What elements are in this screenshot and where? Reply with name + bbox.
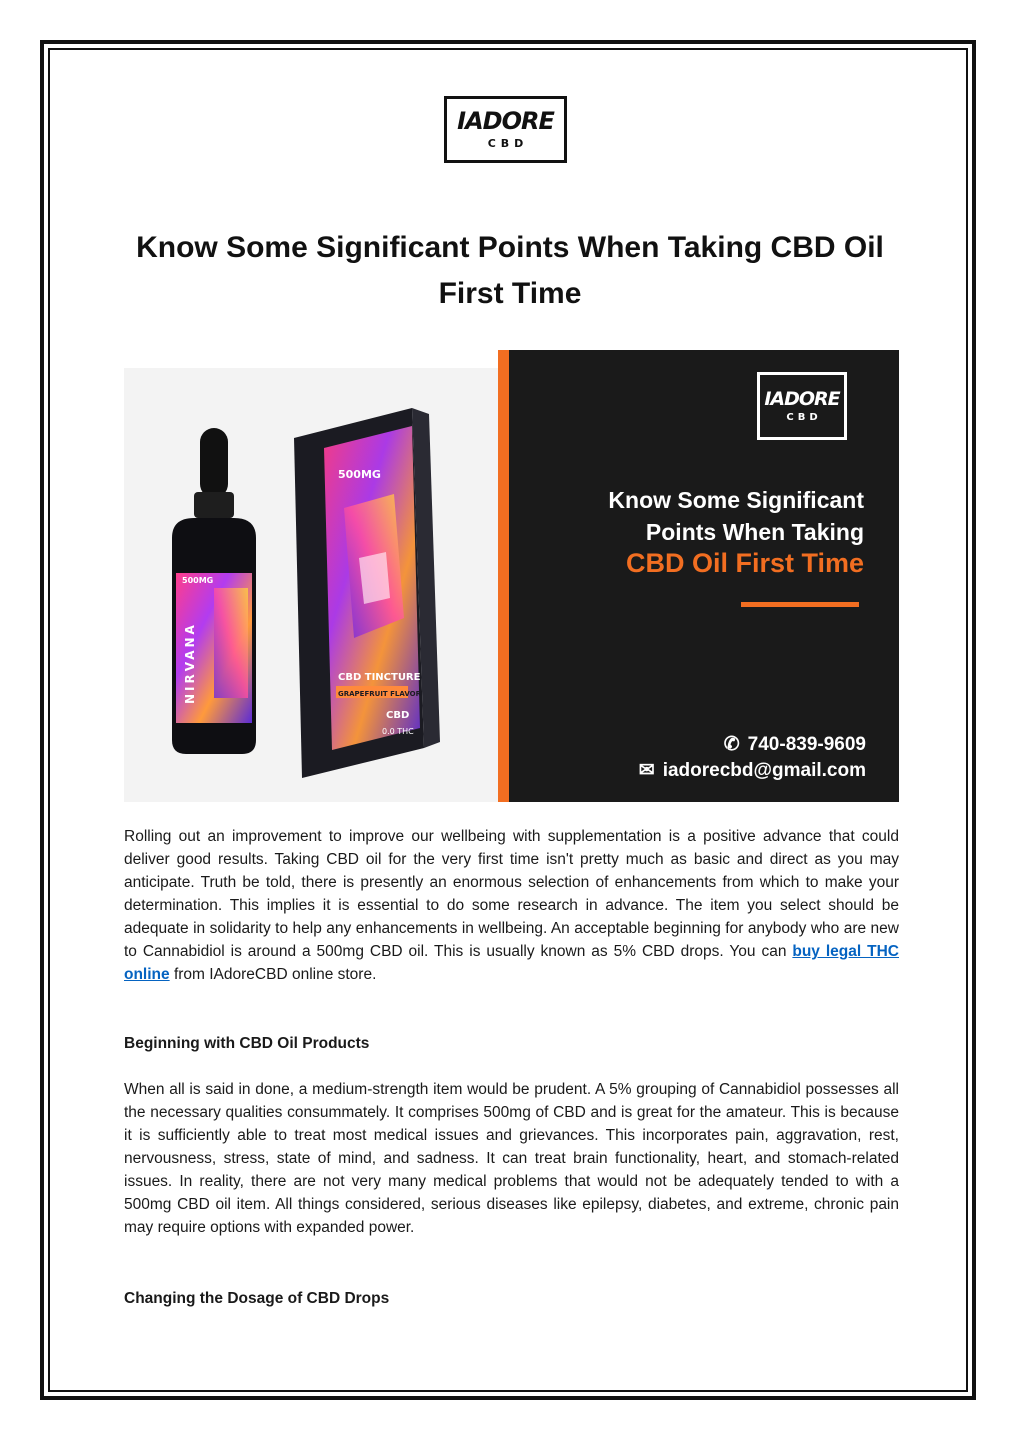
product-photo bbox=[124, 368, 498, 802]
logo-subtitle: CBD bbox=[487, 137, 529, 150]
box-flavor: GRAPEFRUIT FLAVOR bbox=[338, 690, 421, 698]
document-title: Know Some Significant Points When Taking CBD Oil First Time bbox=[136, 231, 884, 310]
banner-logo-subtitle: CBD bbox=[786, 412, 822, 423]
box-label: CBD TINCTURE bbox=[338, 672, 421, 683]
mail-icon: ✉ bbox=[638, 760, 655, 781]
section-heading-dosage: Changing the Dosage of CBD Drops bbox=[124, 1290, 390, 1307]
banner-logo bbox=[757, 372, 847, 440]
phone-number: 740-839-9609 bbox=[747, 734, 866, 755]
promo-banner bbox=[509, 350, 899, 802]
email-address: iadorecbd@gmail.com bbox=[662, 760, 866, 781]
bottle-brand: NIRVANA bbox=[183, 622, 197, 704]
buy-legal-thc-link[interactable]: buy legal THC online bbox=[124, 943, 899, 983]
iadore-cbd-logo bbox=[444, 96, 567, 163]
intro-paragraph bbox=[124, 825, 899, 986]
banner-logo-wordmark: IADORE bbox=[764, 388, 840, 410]
box-tag: CBD bbox=[386, 710, 410, 721]
accent-stripe bbox=[498, 350, 509, 802]
intro-text-end: from IAdoreCBD online store. bbox=[169, 966, 377, 983]
banner-headline: Know Some Significant Points When Taking bbox=[608, 487, 864, 545]
logo-wordmark: IADORE bbox=[457, 107, 554, 135]
cbd-tincture-product-illustration bbox=[124, 368, 498, 802]
box-strength: 500MG bbox=[338, 468, 381, 481]
banner-phone bbox=[546, 732, 866, 758]
box-thc: 0.0 THC bbox=[382, 727, 414, 736]
dropper-bulb bbox=[200, 428, 228, 498]
intro-text: Rolling out an improvement to improve our wellbeing with supplementation is a positive advance that could deliver good results. Taking CBD oil for the very first time isn't pretty much as basic and direct as you may anticipate. Truth be told, there is presently an enormous selection of enhancements from which to make your determination. This implies it is essential to do some research in advance. The item you select should be adequate in solidarity to help any enhancements in wellbeing. An acceptable beginning for anybody who are new to Cannabidiol is around a 500mg CBD oil. This is usually known as 5% CBD drops. You can bbox=[124, 828, 899, 960]
phone-icon: ✆ bbox=[723, 734, 740, 755]
section-heading-beginning: Beginning with CBD Oil Products bbox=[124, 1035, 370, 1052]
banner-divider bbox=[741, 602, 859, 607]
bottle-strength: 500MG bbox=[182, 576, 214, 585]
beginning-paragraph: When all is said in done, a medium-strength item would be prudent. A 5% grouping of Cannabidiol possesses all the necessary qualities consummately. It comprises 500mg of CBD and is great for the amateur. This is because it is sufficiently able to treat most medical issues and grievances. This incorporates pain, aggravation, rest, nervousness, stress, state of mind, and sadness. It can treat brain functionality, heart, and stomach-related issues. In reality, there are not very many medical problems that would not be adequately tended to with a 500mg CBD oil item. All things considered, serious diseases like epilepsy, diabetes, and extreme, chronic pain may require options with expanded power. bbox=[124, 1081, 899, 1236]
banner-headline-highlight: CBD Oil First Time bbox=[625, 548, 864, 578]
hero-image bbox=[124, 350, 899, 802]
banner-email bbox=[546, 758, 866, 784]
